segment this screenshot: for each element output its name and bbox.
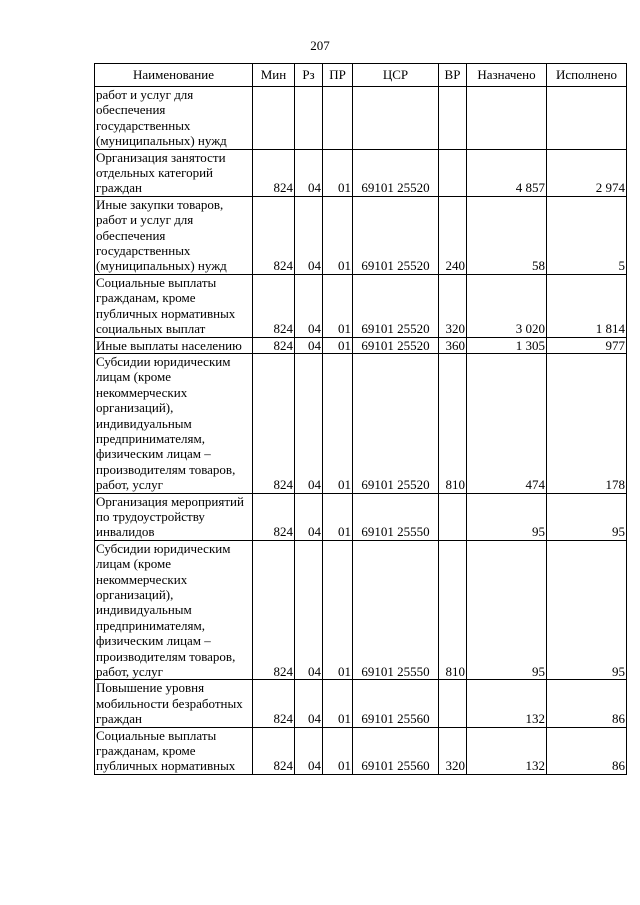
budget-table — [94, 63, 627, 775]
row-assigned-cell: 95 — [467, 493, 547, 540]
row-min-cell: 824 — [253, 353, 295, 493]
row-rz-cell: 04 — [295, 274, 323, 337]
row-pr-cell: 01 — [323, 337, 353, 353]
row-executed-cell: 95 — [547, 540, 627, 680]
header-vr: ВР — [439, 64, 467, 87]
row-csr-cell: 69101 25520 — [353, 353, 439, 493]
row-min-cell: 824 — [253, 680, 295, 727]
row-pr-cell — [323, 87, 353, 150]
row-assigned-cell: 1 305 — [467, 337, 547, 353]
row-min-cell: 824 — [253, 337, 295, 353]
row-vr-cell: 360 — [439, 337, 467, 353]
row-name-cell: Иные выплаты населению — [95, 337, 253, 353]
row-csr-cell — [353, 87, 439, 150]
row-assigned-cell: 58 — [467, 196, 547, 274]
table-row — [95, 680, 627, 727]
row-assigned-cell: 95 — [467, 540, 547, 680]
row-executed-cell: 1 814 — [547, 274, 627, 337]
row-assigned-cell: 474 — [467, 353, 547, 493]
row-csr-cell: 69101 25520 — [353, 337, 439, 353]
row-assigned-cell: 132 — [467, 727, 547, 774]
row-rz-cell: 04 — [295, 149, 323, 196]
row-csr-cell: 69101 25560 — [353, 680, 439, 727]
row-assigned-cell: 3 020 — [467, 274, 547, 337]
row-name-cell: Субсидии юридическим лицам (кроме некоммерческих организаций), индивидуальным предпринимателям, физическим лицам – производителям товаров, работ, услуг — [95, 353, 253, 493]
row-vr-cell: 320 — [439, 727, 467, 774]
row-rz-cell: 04 — [295, 353, 323, 493]
table-row — [95, 87, 627, 150]
header-min: Мин — [253, 64, 295, 87]
row-rz-cell: 04 — [295, 196, 323, 274]
row-rz-cell: 04 — [295, 540, 323, 680]
row-min-cell — [253, 87, 295, 150]
row-vr-cell: 320 — [439, 274, 467, 337]
row-rz-cell — [295, 87, 323, 150]
table-row — [95, 353, 627, 493]
row-name-cell: работ и услуг для обеспечения государственных (муниципальных) нужд — [95, 87, 253, 150]
row-name-cell: Социальные выплаты гражданам, кроме публичных нормативных — [95, 727, 253, 774]
row-min-cell: 824 — [253, 274, 295, 337]
header-assigned: Назначено — [467, 64, 547, 87]
row-name-cell: Повышение уровня мобильности безработных граждан — [95, 680, 253, 727]
header-pr: ПР — [323, 64, 353, 87]
row-rz-cell: 04 — [295, 727, 323, 774]
row-pr-cell: 01 — [323, 149, 353, 196]
table-row — [95, 493, 627, 540]
row-name-cell: Субсидии юридическим лицам (кроме некоммерческих организаций), индивидуальным предпринимателям, физическим лицам – производителям товаров, работ, услуг — [95, 540, 253, 680]
table-row — [95, 149, 627, 196]
row-vr-cell — [439, 87, 467, 150]
row-csr-cell: 69101 25520 — [353, 274, 439, 337]
row-pr-cell: 01 — [323, 353, 353, 493]
row-assigned-cell: 132 — [467, 680, 547, 727]
row-name-cell: Организация мероприятий по трудоустройству инвалидов — [95, 493, 253, 540]
row-vr-cell — [439, 149, 467, 196]
table-row — [95, 337, 627, 353]
row-executed-cell: 95 — [547, 493, 627, 540]
row-vr-cell: 240 — [439, 196, 467, 274]
table-header-row — [95, 64, 627, 87]
row-vr-cell — [439, 680, 467, 727]
header-name: Наименование — [95, 64, 253, 87]
row-assigned-cell — [467, 87, 547, 150]
table-row — [95, 727, 627, 774]
row-min-cell: 824 — [253, 540, 295, 680]
row-min-cell: 824 — [253, 196, 295, 274]
row-executed-cell: 5 — [547, 196, 627, 274]
row-executed-cell — [547, 87, 627, 150]
row-rz-cell: 04 — [295, 493, 323, 540]
row-pr-cell: 01 — [323, 196, 353, 274]
row-rz-cell: 04 — [295, 680, 323, 727]
row-executed-cell: 86 — [547, 680, 627, 727]
row-pr-cell: 01 — [323, 727, 353, 774]
header-rz: Рз — [295, 64, 323, 87]
row-csr-cell: 69101 25520 — [353, 149, 439, 196]
row-assigned-cell: 4 857 — [467, 149, 547, 196]
row-pr-cell: 01 — [323, 274, 353, 337]
row-pr-cell: 01 — [323, 680, 353, 727]
row-name-cell: Организация занятости отдельных категорий граждан — [95, 149, 253, 196]
row-executed-cell: 2 974 — [547, 149, 627, 196]
row-min-cell: 824 — [253, 727, 295, 774]
row-pr-cell: 01 — [323, 493, 353, 540]
row-rz-cell: 04 — [295, 337, 323, 353]
header-executed: Исполнено — [547, 64, 627, 87]
row-vr-cell: 810 — [439, 353, 467, 493]
table-row — [95, 196, 627, 274]
page-number: 207 — [310, 38, 330, 53]
row-name-cell: Социальные выплаты гражданам, кроме публичных нормативных социальных выплат — [95, 274, 253, 337]
row-csr-cell: 69101 25520 — [353, 196, 439, 274]
row-min-cell: 824 — [253, 149, 295, 196]
row-executed-cell: 977 — [547, 337, 627, 353]
row-vr-cell — [439, 493, 467, 540]
header-csr: ЦСР — [353, 64, 439, 87]
row-csr-cell: 69101 25560 — [353, 727, 439, 774]
row-name-cell: Иные закупки товаров, работ и услуг для обеспечения государственных (муниципальных) нужд — [95, 196, 253, 274]
row-pr-cell: 01 — [323, 540, 353, 680]
row-csr-cell: 69101 25550 — [353, 493, 439, 540]
row-min-cell: 824 — [253, 493, 295, 540]
row-vr-cell: 810 — [439, 540, 467, 680]
table-row — [95, 274, 627, 337]
table-row — [95, 540, 627, 680]
row-executed-cell: 178 — [547, 353, 627, 493]
row-csr-cell: 69101 25550 — [353, 540, 439, 680]
row-executed-cell: 86 — [547, 727, 627, 774]
